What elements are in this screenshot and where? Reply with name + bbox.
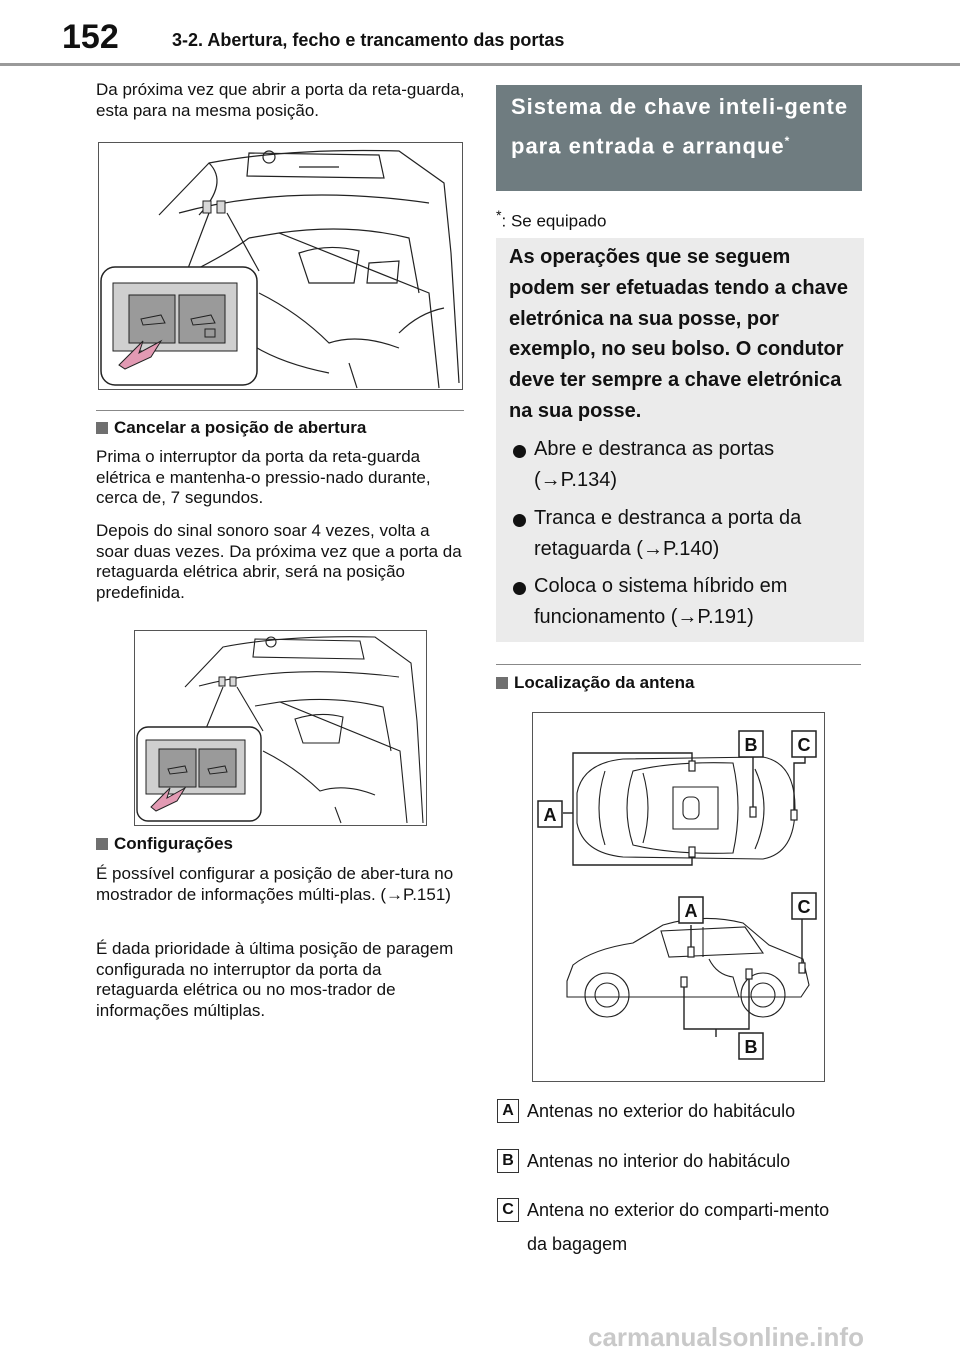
- cancel-paragraph-2: Depois do sinal sonoro soar 4 vezes, volta a soar duas vezes. Da próxima vez que a porta da retaguarda elétrica abrir, será na posição predefinida.: [96, 521, 462, 602]
- tailgate-illustration-1: [99, 143, 462, 389]
- section-heading-antenna-text: Localização da antena: [514, 673, 695, 692]
- legend-key-c: C: [497, 1198, 519, 1222]
- diagram-label-b-side: B: [744, 1037, 758, 1057]
- chapter-title: 3-2. Abertura, fecho e trancamento das portas: [172, 30, 565, 50]
- section-divider-1: [96, 410, 464, 411]
- settings-paragraph-1: É possível configurar a posição de aber-tura no mostrador de informações múlti-plas. (→P.151): [96, 864, 454, 904]
- square-bullet-icon: [96, 838, 108, 850]
- diagram-label-c-side: C: [797, 897, 811, 917]
- header-rule: [0, 63, 960, 66]
- info-box-text: As operações que se seguem podem ser efetuadas tendo a chave eletrónica na sua posse, por exemplo, no seu bolso. O condutor deve ter sempre a chave eletrónica na sua posse.: [509, 246, 849, 422]
- legend-text-c: Antena no exterior do comparti-mento da bagagem: [527, 1200, 830, 1254]
- bullet-text: Tranca e destranca a porta da retaguarda (→P.140): [534, 507, 802, 560]
- tailgate-illustration-2: [135, 631, 426, 825]
- intro-paragraph: Da próxima vez que abrir a porta da reta-guarda, esta para na mesma posição.: [96, 80, 465, 120]
- bullet-dot-icon: [513, 514, 526, 527]
- legend-key-b: B: [497, 1149, 519, 1173]
- smart-key-title-asterisk: *: [784, 134, 791, 148]
- equipped-footnote: [496, 208, 606, 232]
- section-heading-cancel-text: Cancelar a posição de abertura: [114, 418, 367, 437]
- antenna-location-diagram: [532, 712, 825, 1082]
- antenna-diagram-svg: [533, 713, 824, 1081]
- diagram-label-c-top: C: [797, 735, 811, 755]
- bullet-dot-icon: [513, 445, 526, 458]
- section-heading-cancel: [96, 418, 366, 438]
- page-number: 152: [62, 18, 119, 56]
- square-bullet-icon: [496, 677, 508, 689]
- bullet-dot-icon: [513, 582, 526, 595]
- legend-text-b: Antenas no interior do habitáculo: [527, 1151, 791, 1171]
- square-bullet-icon: [96, 422, 108, 434]
- smart-key-title-box: [496, 85, 862, 191]
- bullet-text: Coloca o sistema híbrido em funcionamento (→P.191): [534, 575, 788, 628]
- bullet-text: Abre e destranca as portas (→P.134): [534, 438, 775, 491]
- section-heading-settings: [96, 834, 233, 854]
- tailgate-switch-figure-2: [134, 630, 427, 826]
- settings-paragraph-2: É dada prioridade à última posição de paragem configurada no interruptor da porta da retaguarda elétrica ou no mos-trador de informações múltiplas.: [96, 939, 454, 1020]
- section-heading-antenna: [496, 673, 694, 693]
- diagram-label-a-top: A: [543, 805, 557, 825]
- diagram-label-a-side: A: [684, 901, 698, 921]
- tailgate-switch-figure-1: [98, 142, 463, 390]
- watermark: carmanualsonline.info: [588, 1322, 864, 1352]
- section-divider-2: [496, 664, 861, 665]
- legend-text-a: Antenas no exterior do habitáculo: [527, 1101, 796, 1121]
- footnote-text: : Se equipado: [501, 211, 607, 231]
- cancel-paragraph-1: Prima o interruptor da porta da reta-guarda elétrica e mantenha-o pressio-nado durante, cerca de, 7 segundos.: [96, 447, 431, 507]
- smart-key-title: Sistema de chave inteli-gente para entrada e arranque: [511, 94, 849, 159]
- section-heading-settings-text: Configurações: [114, 834, 234, 853]
- diagram-label-b-top: B: [744, 735, 758, 755]
- footnote-asterisk: *: [496, 208, 502, 224]
- legend-key-a: A: [497, 1099, 519, 1123]
